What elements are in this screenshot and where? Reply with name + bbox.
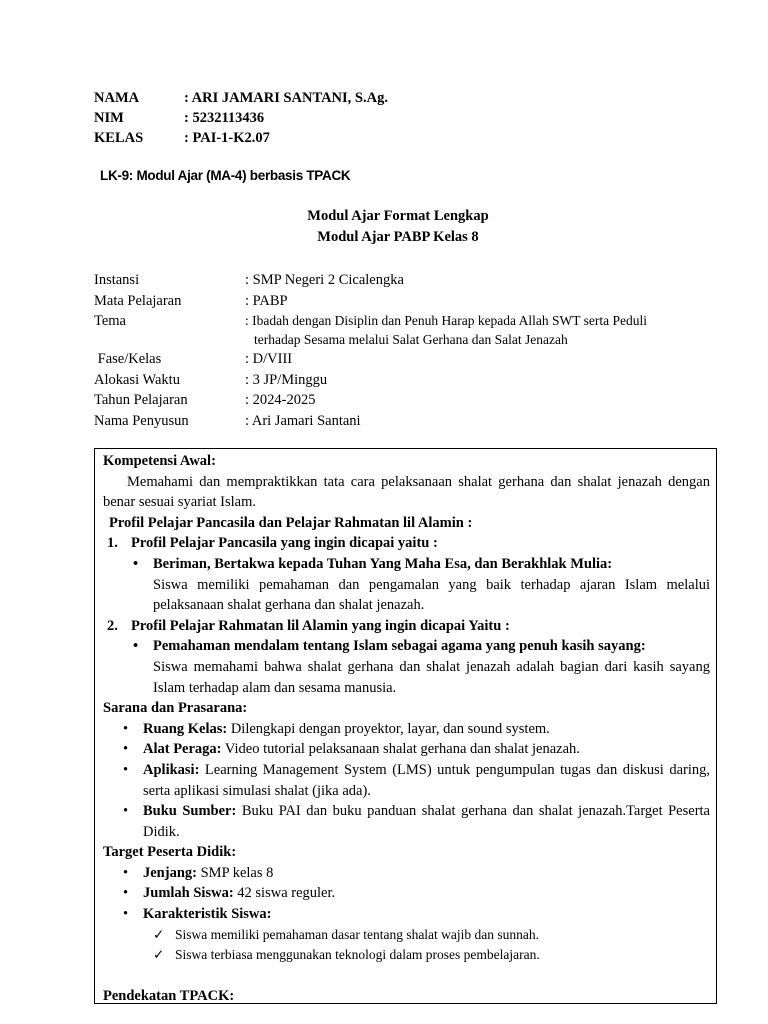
profil2-bullet-text: Pemahaman mendalam tentang Islam sebagai agama yang penuh kasih sayang: [153,638,646,655]
info-value: : SMP Negeri 2 Cicalengka [245,272,404,288]
check-icon: ✓ [153,947,165,963]
target-item-text [143,904,271,925]
list-number: 2. [107,617,118,634]
bullet-icon: • [123,864,129,881]
module-info [94,270,675,431]
sarana-item-label: Ruang Kelas: [143,720,228,737]
bullet-icon: • [123,885,129,902]
info-key: Instansi [94,272,140,288]
list-number: 1. [107,535,118,552]
tema-line-1: : Ibadah dengan Disiplin dan Penuh Harap kepada Allah SWT serta Peduli [245,313,648,328]
profil-heading: Profil Pelajar Pancasila dan Pelajar Rahmatan lil Alamin : [109,514,473,531]
identity-key: NIM [94,110,124,126]
info-row-tahun [94,390,675,411]
target-item-label: Karakteristik Siswa: [143,906,272,923]
profil1-bullet [103,554,710,575]
target-item-text [143,863,273,884]
document-title: Modul Ajar Format Lengkap [307,208,489,224]
identity-value: : 5232113436 [184,110,265,126]
identity-block [94,88,388,148]
target-item-desc: SMP kelas 8 [196,864,274,881]
bullet-icon: • [133,555,139,572]
check-icon: ✓ [153,926,165,942]
profil1-heading [103,533,710,554]
info-value: : D/VIII [245,351,293,367]
identity-row-nama [94,88,388,108]
sarana-item-text [143,801,710,842]
target-item-text [143,883,335,904]
info-key: Mata Pelajaran [94,292,182,309]
module-content-box [94,448,717,1004]
bullet-icon: • [123,741,129,758]
sarana-item-text [143,719,550,740]
profil1-text: Siswa memiliki pemahaman dan pengamalan yang baik terhadap ajaran Islam melalui pelaksanaan shalat gerhana dan shalat jenazah. [153,576,710,614]
profil2-heading-text: Profil Pelajar Rahmatan lil Alamin yang ingin dicapai Yaitu : [131,617,510,634]
target-item-label: Jenjang: [143,864,197,881]
sarana-item-label: Buku Sumber: [143,803,237,820]
target-item [103,883,710,904]
info-row-penyusun [94,411,675,432]
target-item [103,863,710,884]
profil1-bullet-text: Beriman, Bertakwa kepada Tuhan Yang Maha Esa, dan Berakhlak Mulia: [153,555,613,572]
sarana-item [103,719,710,740]
spacer [103,966,710,986]
info-row-tema [94,311,675,349]
identity-key: KELAS [94,130,144,146]
karakteristik-text: Siswa memiliki pemahaman dasar tentang shalat wajib dan sunnah. [175,926,540,942]
identity-key: NAMA [94,90,140,106]
identity-value: : PAI-1-K2.07 [184,130,270,146]
profil2-heading [103,616,710,637]
karakteristik-item [153,945,710,966]
bullet-icon: • [123,803,129,820]
sarana-item [103,739,710,760]
bullet-icon: • [133,638,139,655]
profil2-bullet [103,636,710,657]
identity-row-nim [94,108,388,128]
info-row-fase [94,349,675,370]
info-value: : PABP [245,292,288,309]
target-heading: Target Peserta Didik: [103,844,237,861]
sarana-item-label: Alat Peraga: [143,741,222,758]
kompetensi-text: Memahami dan mempraktikkan tata cara pelaksanaan shalat gerhana dan shalat jenazah dengan benar sesuai syariat Islam. [103,473,710,511]
info-key: Nama Penyusun [94,412,189,429]
profil1-heading-text: Profil Pelajar Pancasila yang ingin dicapai yaitu : [131,535,438,552]
info-row-mapel [94,291,675,312]
bullet-icon: • [123,761,129,778]
sarana-item-desc: Dilengkapi dengan proyektor, layar, dan sound system. [227,720,550,737]
sarana-item-text [143,739,580,760]
karakteristik-item [153,925,710,946]
bullet-icon: • [123,720,129,737]
identity-value: : ARI JAMARI SANTANI, S.Ag. [184,90,388,106]
bullet-icon: • [123,906,129,923]
target-item [103,904,710,925]
pendekatan-heading: Pendekatan TPACK: [103,987,235,1004]
sarana-item [103,801,710,842]
document-subtitle: Modul Ajar PABP Kelas 8 [317,229,479,245]
info-value: : Ari Jamari Santani [245,412,361,429]
info-key: Fase/Kelas [94,351,162,367]
sarana-item-text [143,760,710,801]
karakteristik-text: Siswa terbiasa menggunakan teknologi dalam proses pembelajaran. [175,947,540,963]
info-value: : 2024-2025 [245,392,316,408]
lk-title: LK-9: Modul Ajar (MA-4) berbasis TPACK [100,168,351,183]
sarana-heading: Sarana dan Prasarana: [103,700,248,717]
profil2-text: Siswa memahami bahwa shalat gerhana dan shalat jenazah adalah bagian dari kasih sayang Islam terhadap alam dan sesama manusia. [153,658,710,696]
info-value [245,311,675,349]
sarana-item-desc: Video tutorial pelaksanaan shalat gerhana dan shalat jenazah. [221,741,580,758]
identity-row-kelas [94,128,388,148]
target-item-label: Jumlah Siswa: [143,885,234,902]
info-key: Alokasi Waktu [94,371,180,388]
sarana-item-label: Aplikasi: [143,761,200,778]
kompetensi-heading: Kompetensi Awal: [103,453,216,469]
info-value: : 3 JP/Minggu [245,371,328,388]
tema-line-2: terhadap Sesama melalui Salat Gerhana dan Salat Jenazah [254,332,568,347]
info-row-instansi [94,270,675,291]
sarana-item [103,760,710,801]
info-row-alokasi [94,370,675,391]
karakteristik-list [103,925,710,966]
target-item-desc: 42 siswa reguler. [233,885,336,902]
info-key: Tahun Pelajaran [94,392,188,408]
info-key: Tema [94,313,126,329]
sarana-item-desc: Learning Management System (LMS) untuk pengumpulan tugas dan diskusi daring, serta aplikasi simulasi shalat (jika ada). [143,761,710,799]
sarana-item-desc: Buku PAI dan buku panduan shalat gerhana dan shalat jenazah.Target Peserta Didik. [143,803,710,840]
